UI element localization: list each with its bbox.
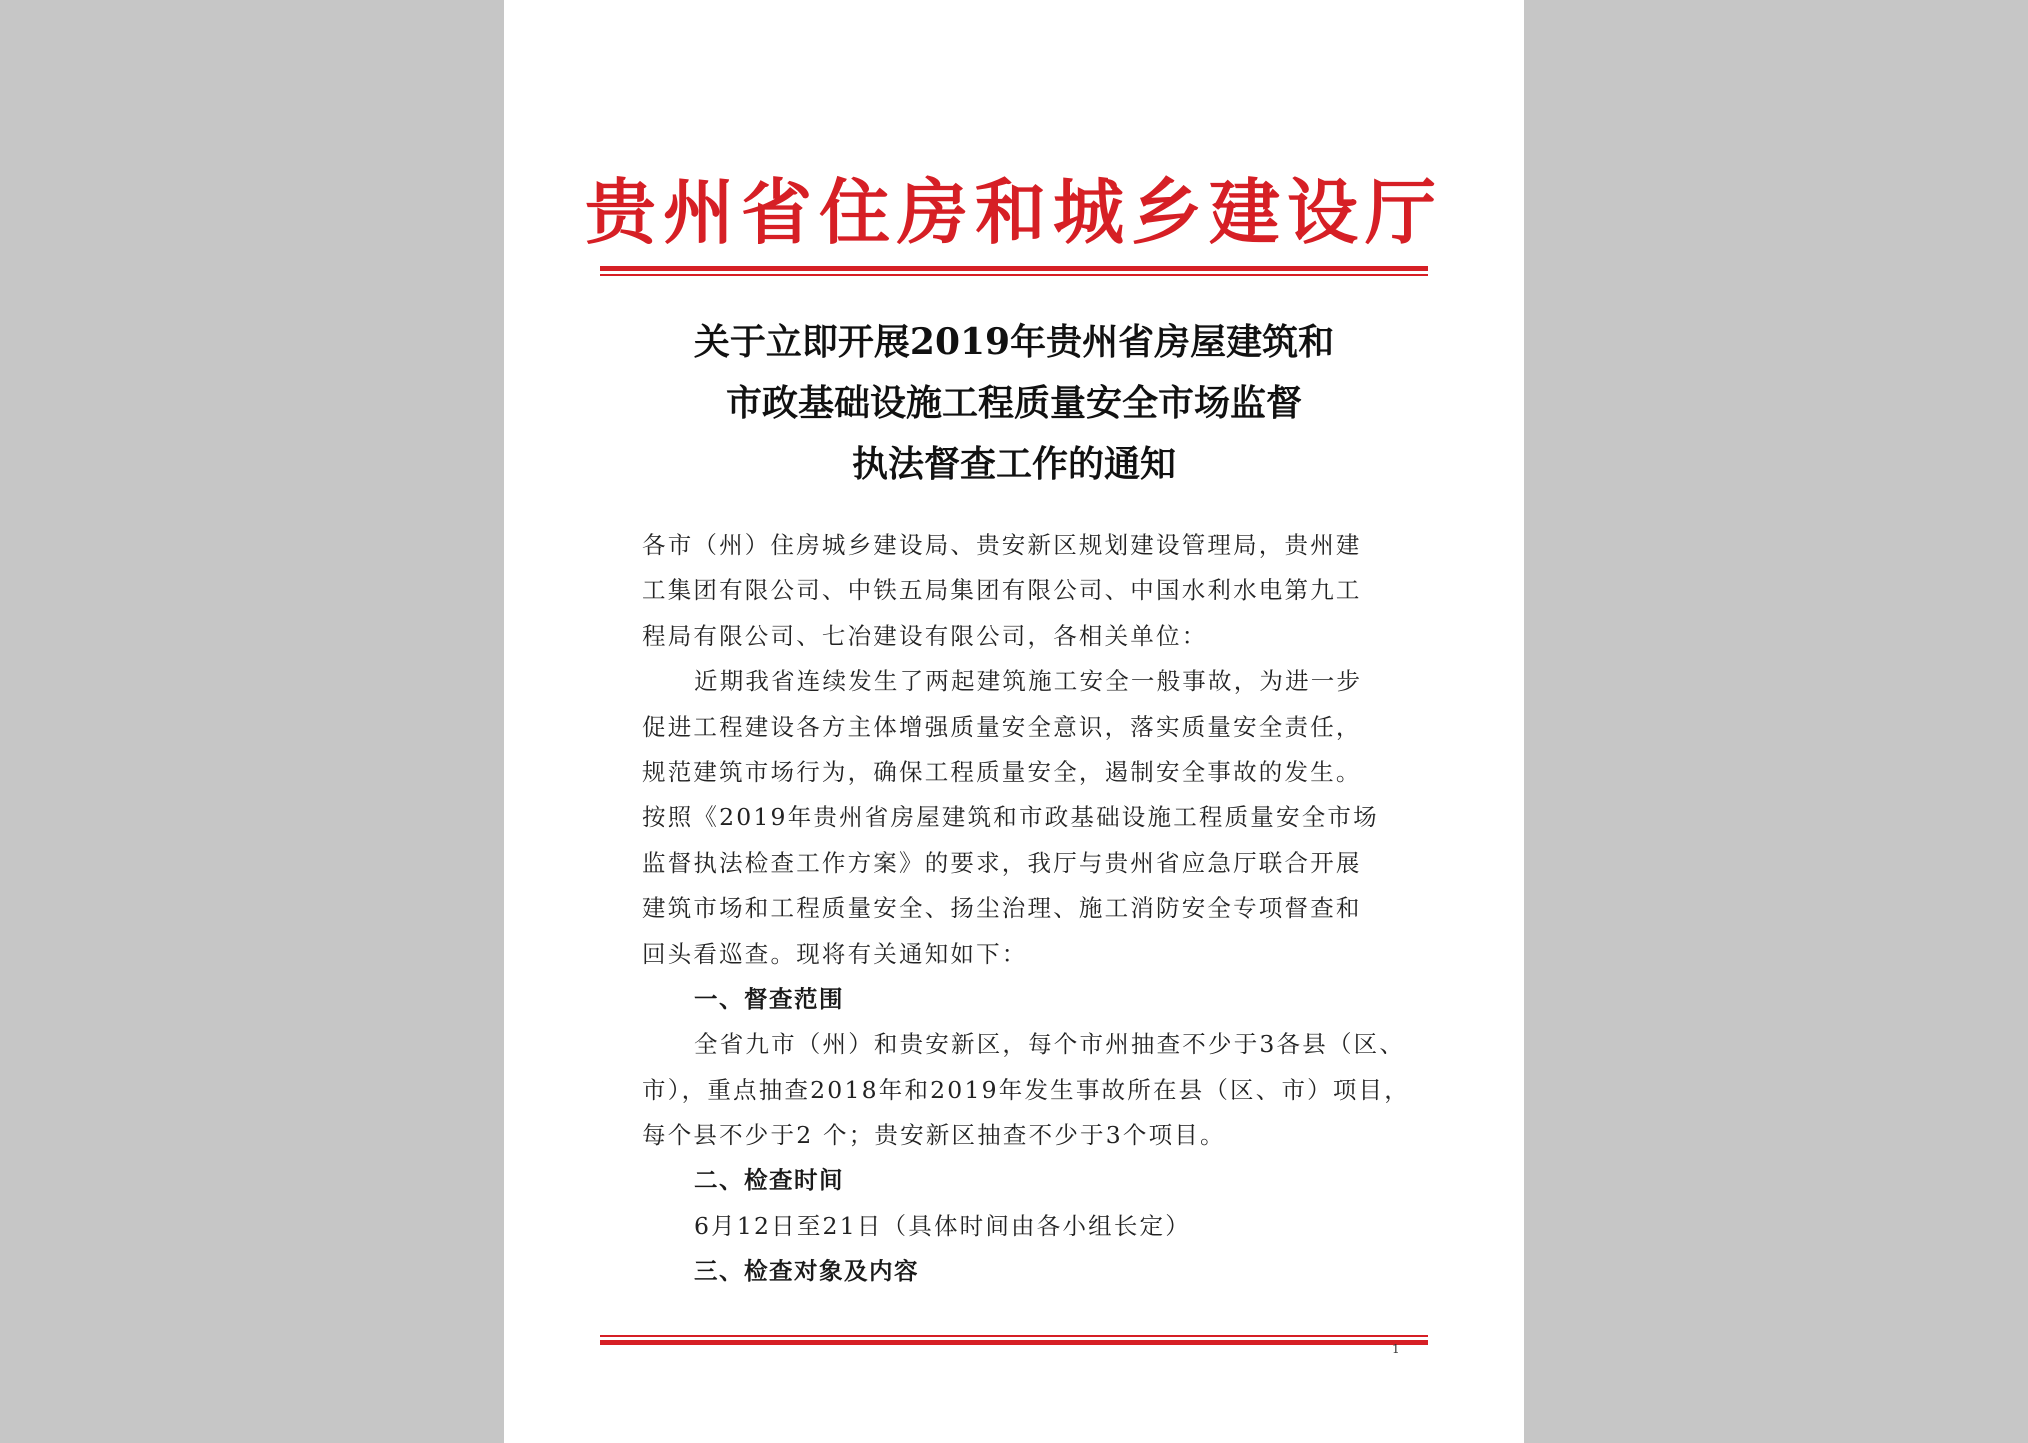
paragraph-line: 每个县不少于2 个；贵安新区抽查不少于3个项目。 [642, 1121, 1226, 1150]
section-heading: 二、检查时间 [694, 1166, 844, 1195]
paragraph-line: 近期我省连续发生了两起建筑施工安全一般事故，为进一步 [694, 667, 1363, 696]
paragraph-line: 规范建筑市场行为，确保工程质量安全，遏制安全事故的发生。 [642, 757, 1362, 786]
paragraph-line: 市），重点抽查2018年和2019年发生事故所在县（区、市）项目， [642, 1075, 1410, 1104]
page-number: 1 [1392, 1342, 1400, 1356]
title-line: 执法督查工作的通知 [851, 443, 1176, 485]
title-line: 市政基础设施工程质量安全市场监督 [725, 382, 1302, 424]
issuer-name: 贵州省住房和城乡建设厅 [584, 171, 1443, 254]
section-heading: 一、督查范围 [694, 984, 844, 1013]
document-page [504, 0, 1524, 1443]
document-body [642, 523, 1410, 1295]
paragraph-line: 6月12日至21日（具体时间由各小组长定） [694, 1211, 1191, 1240]
addressee-line: 工集团有限公司、中铁五局集团有限公司、中国水利水电第九工 [642, 576, 1362, 605]
document-title [600, 312, 1428, 495]
title-line: 关于立即开展2019年贵州省房屋建筑和 [693, 321, 1335, 363]
footer-red-rule [600, 1335, 1428, 1345]
addressee-line: 程局有限公司、七冶建设有限公司，各相关单位： [642, 621, 1208, 650]
paragraph-line: 监督执法检查工作方案》的要求，我厅与贵州省应急厅联合开展 [642, 848, 1362, 877]
paragraph-line: 全省九市（州）和贵安新区，每个市州抽查不少于3各县（区、 [694, 1030, 1406, 1059]
section-heading: 三、检查对象及内容 [694, 1257, 919, 1286]
paragraph-line: 按照《2019年贵州省房屋建筑和市政基础设施工程质量安全市场 [642, 803, 1379, 832]
paragraph-line: 建筑市场和工程质量安全、扬尘治理、施工消防安全专项督查和 [642, 894, 1362, 923]
addressee-line: 各市（州）住房城乡建设局、贵安新区规划建设管理局，贵州建 [642, 531, 1362, 559]
header-red-rule [600, 266, 1428, 276]
paragraph-line: 促进工程建设各方主体增强质量安全意识，落实质量安全责任， [642, 712, 1362, 741]
paragraph-line: 回头看巡查。现将有关通知如下： [642, 939, 1028, 968]
